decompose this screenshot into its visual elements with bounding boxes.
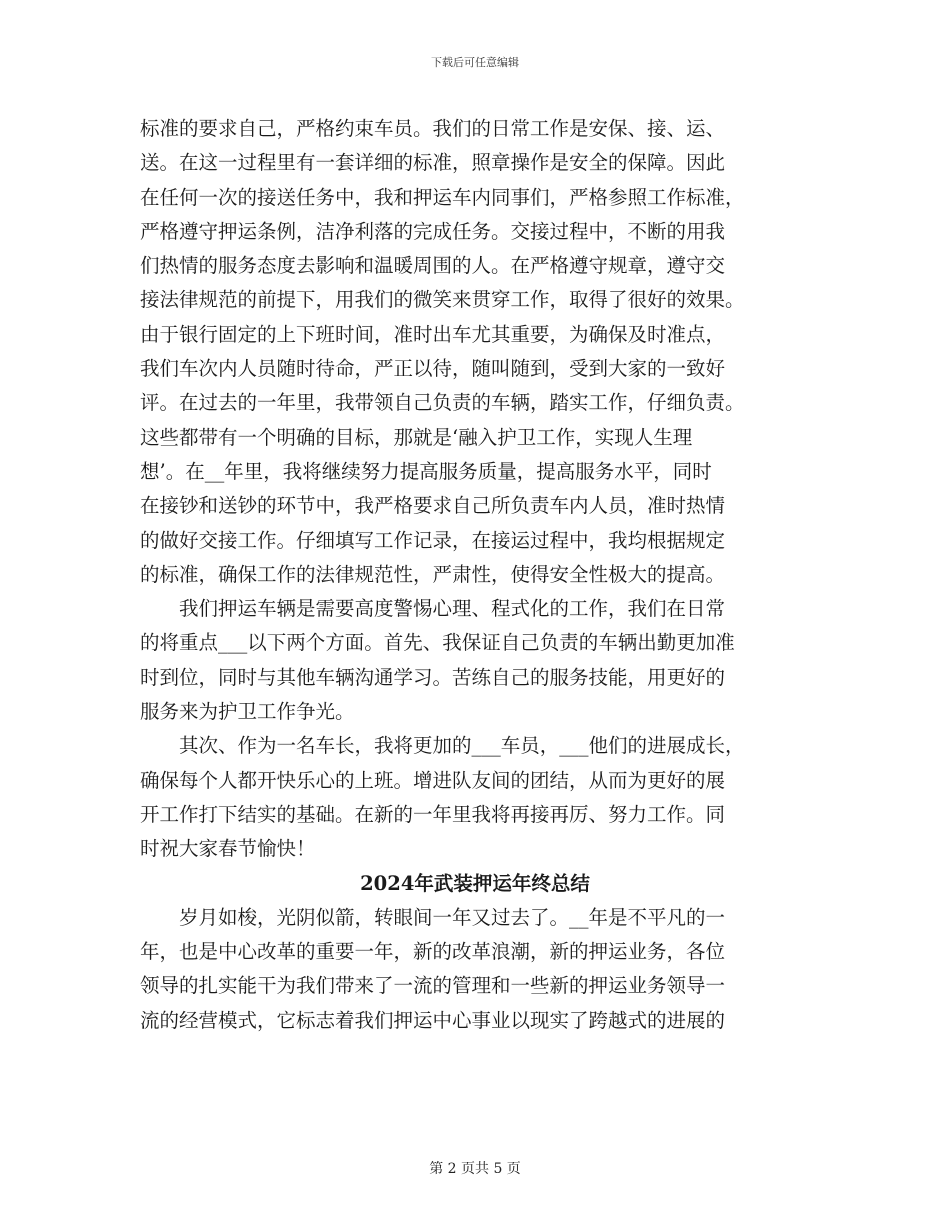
document-body bbox=[140, 112, 810, 1038]
text-line: 想’。在__年里，我将继续努力提高服务质量，提高服务水平，同时 bbox=[140, 459, 712, 483]
text-line: 服务来为护卫工作争光。 bbox=[140, 700, 355, 724]
text-line: 时祝大家春节愉快！ bbox=[140, 837, 316, 861]
page-number: 第 2 页共 5 页 bbox=[429, 1161, 521, 1177]
text-line: 的做好交接工作。仔细填写工作记录，在接运过程中，我均根据规定 bbox=[140, 528, 726, 552]
text-line: 开工作打下结实的基础。在新的一年里我将再接再厉、努力工作。同 bbox=[140, 802, 726, 826]
text-line: 其次、作为一名车长，我将更加的___车员，___他们的进展成长， bbox=[140, 734, 745, 758]
text-line: 确保每个人都开快乐心的上班。增进队友间的团结，从而为更好的展 bbox=[140, 768, 726, 792]
text-line: 评。在过去的一年里，我带领自己负责的车辆，踏实工作，仔细负责。 bbox=[140, 391, 745, 415]
text-line: 在接钞和送钞的环节中，我严格要求自己所负责车内人员，准时热情 bbox=[140, 494, 726, 518]
text-line: 在任何一次的接送任务中，我和押运车内同事们，严格参照工作标准， bbox=[140, 185, 745, 209]
text-line: 我们押运车辆是需要高度警惕心理、程式化的工作，我们在日常 bbox=[140, 597, 726, 621]
text-line: 岁月如梭，光阴似箭，转眼间一年又过去了。__年是不平凡的一 bbox=[140, 905, 726, 929]
text-line: 标准的要求自己，严格约束车员。我们的日常工作是安保、接、运、 bbox=[140, 117, 726, 140]
text-line: 送。在这一过程里有一套详细的标准，照章操作是安全的保障。因此 bbox=[140, 151, 726, 175]
text-line: 年，也是中心改革的重要一年，新的改革浪潮，新的押运业务，各位 bbox=[140, 940, 726, 964]
text-line: 接法律规范的前提下，用我们的微笑来贯穿工作，取得了很好的效果。 bbox=[140, 288, 745, 312]
page-header: 下载后可任意编辑 bbox=[431, 56, 519, 69]
text-line: 这些都带有一个明确的目标，那就是‘融入护卫工作，实现人生理 bbox=[140, 425, 693, 449]
text-line: 们热情的服务态度去影响和温暖周围的人。在严格遵守规章，遵守交 bbox=[140, 254, 726, 278]
text-line: 流的经营模式，它标志着我们押运中心事业以现实了跨越式的进展的 bbox=[140, 1008, 726, 1032]
text-line: 时到位，同时与其他车辆沟通学习。苦练自己的服务技能，用更好的 bbox=[140, 665, 726, 689]
section-title: 2024年武装押运年终总结 bbox=[360, 871, 590, 895]
text-line: 严格遵守押运条例，洁净利落的完成任务。交接过程中，不断的用我 bbox=[140, 219, 726, 243]
text-line: 我们车次内人员随时待命，严正以待，随叫随到，受到大家的一致好 bbox=[140, 357, 726, 381]
text-line: 由于银行固定的上下班时间，准时出车尤其重要，为确保及时准点， bbox=[140, 322, 726, 346]
text-line: 领导的扎实能干为我们带来了一流的管理和一些新的押运业务领导一 bbox=[140, 974, 726, 998]
text-line: 的标准，确保工作的法律规范性，严肃性，使得安全性极大的提高。 bbox=[140, 562, 726, 586]
text-line: 的将重点___以下两个方面。首先、我保证自己负责的车辆出勤更加准 bbox=[140, 631, 735, 655]
